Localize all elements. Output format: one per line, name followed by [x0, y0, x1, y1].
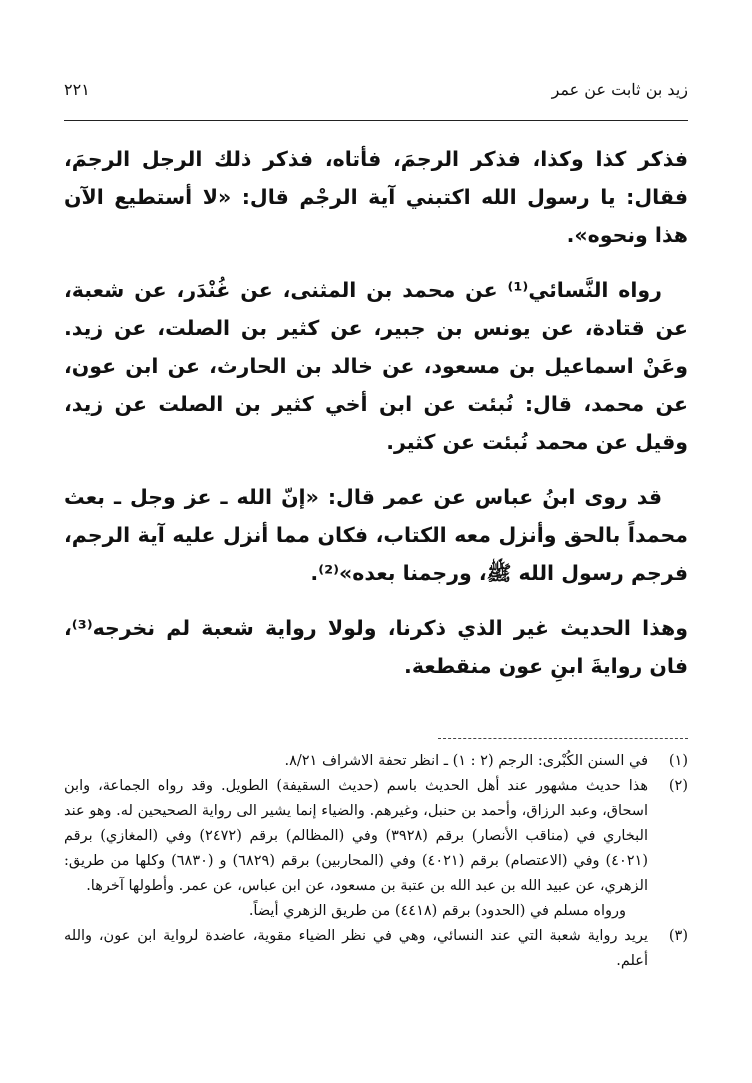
footnote-number: (١): [668, 753, 688, 769]
footnote-text: يريد رواية شعبة التي عند النسائي، وهي في نظر الضياء مقوية، عاضدة لرواية ابن عون، والله أعلم.: [64, 928, 648, 969]
paragraph-3: قد روى ابنُ عباس عن عمر قال: «إنّ الله ـ عز وجل ـ بعث محمداً بالحق وأنزل معه الكتاب، فكان مما أنزل عليه آية الرجم، فرجم رسول الله ﷺ، ورجمنا بعده»⁽²⁾.: [64, 485, 688, 585]
footnote-text: في السنن الكُبْرى: الرجم (٢ : ١) ـ انظر تحفة الاشراف ٨/٢١.: [284, 753, 648, 769]
footnote-divider: [438, 738, 688, 739]
header-divider: [64, 120, 688, 121]
footnote-text: هذا حديث مشهور عند أهل الحديث باسم (حديث السقيفة) الطويل. وقد رواه الجماعة، وابن اسحاق، وعبد الرزاق، وأحمد بن حنبل، وغيرهم. والضياء إنما يشير الى رواية الصحيحين له. وهو عند البخاري في (مناقب الأنصار) برقم (٣٩٢٨) وفي (المظالم) برقم (٢٤٧٢) وفي (المغازي) برقم (٤٠٢١) وفي (الاعتصام) برقم (٤٠٢١) وفي (المحاربين) برقم (٦٨٢٩) و (٦٨٣٠) وكلها من طريق: الزهري، عن عبيد الله بن عبد الله بن عتبة بن مسعود، عن ابن عباس، عن عمر. وأطولها آخرها.: [64, 778, 648, 894]
running-header: [64, 80, 688, 108]
running-title: زيد بن ثابت عن عمر: [551, 80, 688, 99]
paragraph-4: وهذا الحديث غير الذي ذكرنا، ولولا رواية شعبة لم نخرجه⁽³⁾، فان روايةَ ابنِ عون منقطعة.: [64, 616, 688, 678]
footnote-number: (٣): [668, 928, 688, 944]
paragraph-2: رواه النَّسائي⁽¹⁾ عن محمد بن المثنى، عن غُنْدَر، عن شعبة، عن قتادة، عن يونس بن جبير، عن كثير بن الصلت، عن زيد. وعَنْ اسماعيل بن مسعود، عن خالد بن الحارث، عن ابن عون، عن محمد، قال: نُبئت عن ابن أخي كثير بن الصلت عن زيد، وقيل عن محمد نُبئت عن كثير.: [64, 278, 688, 454]
paragraph-1: فذكر كذا وكذا، فذكر الرجمَ، فأتاه، فذكر ذلك الرجل الرجمَ، فقال: يا رسول الله اكتبني آية الرجْم قال: «لا أستطيع الآن هذا ونحوه».: [64, 147, 688, 247]
footnote-2: [64, 774, 688, 924]
footnote-number: (٢): [668, 778, 688, 794]
footnotes: [64, 738, 688, 974]
page-number: ٢٢١: [64, 80, 90, 99]
footnote-3: [64, 924, 688, 974]
footnote-1: [64, 749, 688, 774]
footnote-continuation: ورواه مسلم في (الحدود) برقم (٤٤١٨) من طريق الزهري أيضاً.: [248, 903, 626, 919]
main-text: [64, 140, 688, 702]
